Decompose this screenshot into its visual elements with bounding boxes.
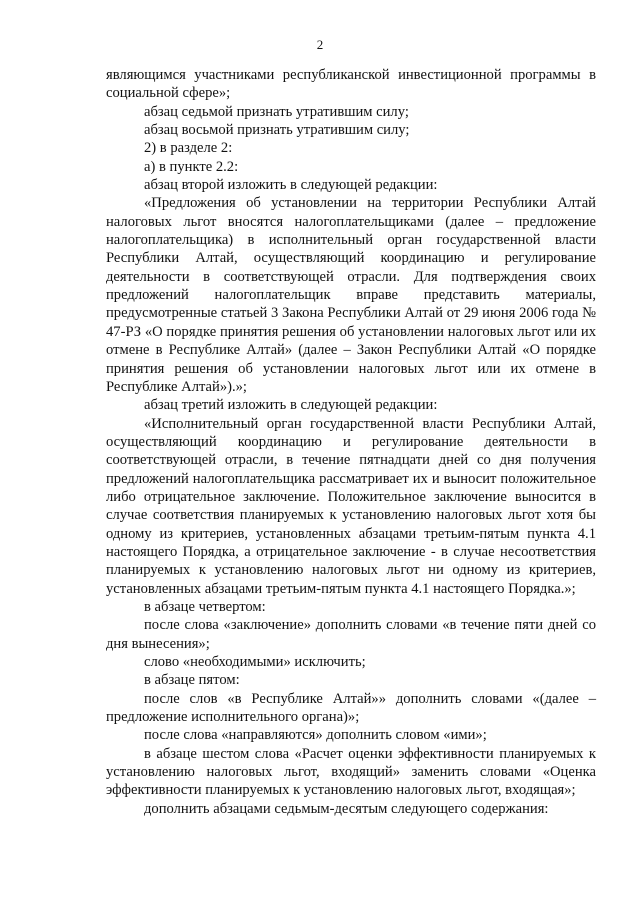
paragraph: 2) в разделе 2:: [144, 140, 233, 157]
paragraph: в абзаце пятом:: [144, 672, 240, 689]
paragraph: абзац третий изложить в следующей редакции:: [144, 397, 438, 414]
paragraph: после слов «в Республике Алтай»» дополнить словами «(далее – предложение исполнительного органа)»;: [106, 690, 596, 726]
document-body: [106, 66, 596, 818]
paragraph: дополнить абзацами седьмым-десятым следующего содержания:: [144, 800, 549, 817]
paragraph: после слова «заключение» дополнить словами «в течение пяти дней со дня вынесения»;: [106, 617, 596, 652]
paragraph: абзац восьмой признать утратившим силу;: [144, 122, 410, 139]
paragraph: после слова «направляются» дополнить словом «ими»;: [144, 727, 487, 744]
page-number: 2: [316, 37, 324, 52]
paragraph: в абзаце шестом слова «Расчет оценки эффективности планируемых к установлению налоговых льгот, входящий» заменить словами «Оценка эффективности планируемых к установлению налоговых льгот, входящая»;: [106, 745, 596, 799]
paragraph: абзац второй изложить в следующей редакции:: [144, 177, 438, 194]
paragraph: в абзаце четвертом:: [144, 598, 266, 615]
paragraph-continuation: являющимся участниками республиканской инвестиционной программы в социальной сфере»;: [106, 67, 596, 102]
paragraph-quoted-text: «Исполнительный орган государственной власти Республики Алтай, осуществляющий координацию и регулирование деятельности в соответствующей отрасли, в течение пятнадцати дней со дня получения предложений налогоплательщика рассматривает их и выносит положительное либо отрицательное заключение. Положительное заключение выносится в случае соответствия планируемых к установлению налоговых льгот хотя бы одному из критериев, установленных абзацами третьим-пятым пункта 4.1 настоящего Порядка, а отрицательное заключение - в случае несоответствия планируемых к установлению налоговых льгот ни одному из критериев, установленных абзацами третьим-пятым пункта 4.1 настоящего Порядка.»;: [106, 415, 596, 597]
paragraph: слово «необходимыми» исключить;: [144, 654, 366, 670]
paragraph-quoted-text: «Предложения об установлении на территории Республики Алтай налоговых льгот вносятся налогоплательщиками (далее – предложение налогоплательщика) в исполнительный орган государственной власти Республики Алтай, осуществляющий координацию и регулирование деятельности в соответствующей отрасли. Для подтверждения своих предложений налогоплательщик вправе представить материалы, предусмотренные статьей 3 Закона Республики Алтай от 29 июня 2006 года № 47-РЗ «О порядке принятия решения об установлении налоговых льгот или их отмене в Республике Алтай» (далее – Закон Республики Алтай «О порядке принятия решения об установлении налоговых льгот или их отмене в Республике Алтай»).»;: [106, 195, 596, 395]
paragraph: абзац седьмой признать утратившим силу;: [144, 103, 409, 120]
paragraph: а) в пункте 2.2:: [144, 158, 239, 175]
